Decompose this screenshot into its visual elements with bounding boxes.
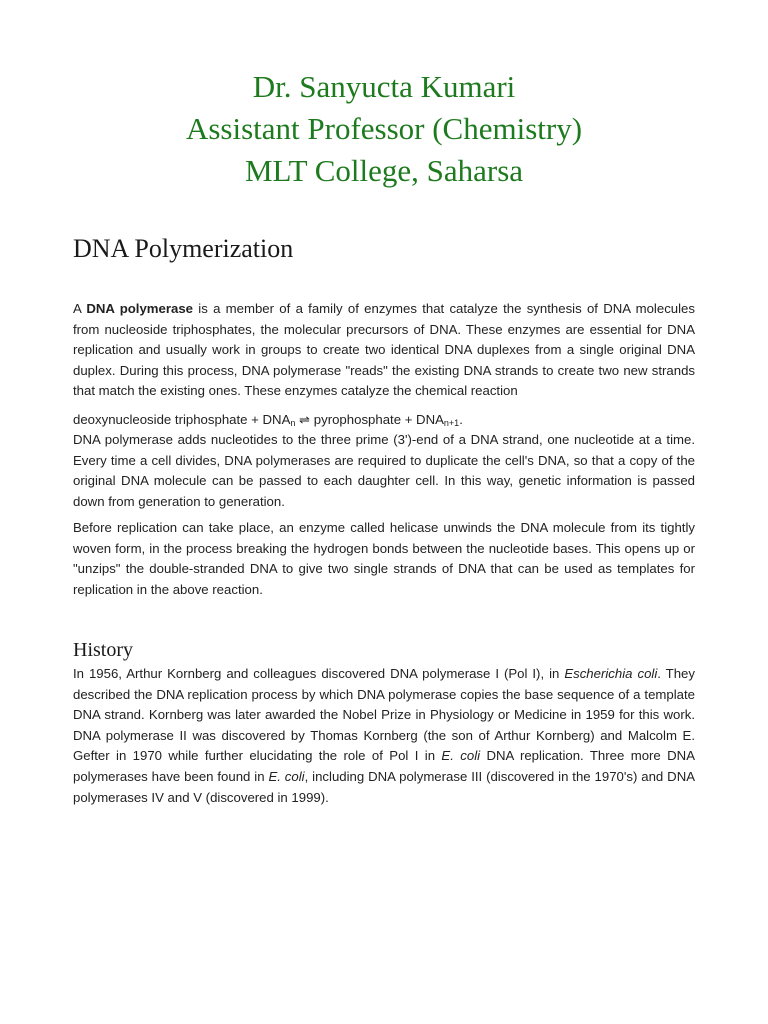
intro-rest: is a member of a family of enzymes that catalyze the synthesis of DNA molecules from nucleoside triphosphates, the molecular precursors of DNA. These enzymes are essential for DNA replication and usually work in groups to create two identical DNA duplexes from a single original DNA duplex. During this process, DNA polymerase "reads" the existing DNA strands to create two new strands that match the existing ones. These enzymes catalyze the chemical reaction bbox=[73, 301, 695, 399]
history-s1: In 1956, Arthur Kornberg and colleagues discovered DNA polymerase I (Pol I), in bbox=[73, 666, 565, 681]
equation-sub-n: n bbox=[290, 418, 296, 428]
dna-polymerase-term: DNA polymerase bbox=[86, 301, 193, 316]
author-college: MLT College, Saharsa bbox=[244, 153, 524, 188]
ecoli-short: E. coli bbox=[441, 748, 481, 764]
author-position: Assistant Professor (Chemistry) bbox=[185, 111, 583, 146]
history-title: History bbox=[73, 639, 133, 661]
history-s2: . They described the DNA replication process by which DNA polymerase copies the base sequence of a template DNA strand. Kornberg was later awarded the Nobel Prize in Physiology or Medicine in 1959 for this work. DNA polymerase II was discovered by Thomas Kornberg (the son of Arthur Kornberg) and Malcolm E. Gefter in 1970 while further elucidating the role of Pol I in bbox=[73, 666, 695, 764]
nucleotide-paragraph: DNA polymerase adds nucleotides to the three prime (3')-end of a DNA strand, one nucleotide at a time. Every time a cell divides, DNA polymerases are required to duplicate the cell's DNA, so that a copy of the original DNA molecule can be passed to each daughter cell. In this way, genetic information is passed down from generation to generation. bbox=[73, 432, 695, 509]
intro-lead: A bbox=[73, 301, 87, 316]
equation-lhs: deoxynucleoside triphosphate + DNA bbox=[73, 412, 291, 427]
author-name: Dr. Sanyucta Kumari bbox=[252, 69, 516, 104]
section-title: DNA Polymerization bbox=[73, 234, 294, 263]
history-s4: , including DNA polymerase III (discovered in the 1970's) and DNA polymerases IV and V (discovered in 1999). bbox=[73, 768, 696, 805]
equation-rhs: pyrophosphate + DNA bbox=[313, 412, 444, 427]
history-s3: DNA replication. Three more DNA polymerases have been found in bbox=[73, 748, 695, 784]
ecoli-full: Escherichia coli bbox=[564, 666, 658, 681]
equation-end: . bbox=[459, 412, 463, 427]
author-header bbox=[0, 66, 768, 192]
intro-paragraph bbox=[73, 299, 695, 402]
history-paragraph bbox=[73, 664, 695, 808]
equilibrium-arrow: ⇌ bbox=[295, 412, 314, 427]
ecoli-short-2: E. coli bbox=[268, 768, 305, 784]
equation-sub-n1: n+1 bbox=[443, 418, 460, 428]
helicase-paragraph: Before replication can take place, an enzyme called helicase unwinds the DNA molecule from its tightly woven form, in the process breaking the hydrogen bonds between the nucleotide bases. This opens up or "unzips" the double-stranded DNA to give two single strands of DNA that can be used as templates for replication in the above reaction. bbox=[73, 520, 695, 597]
